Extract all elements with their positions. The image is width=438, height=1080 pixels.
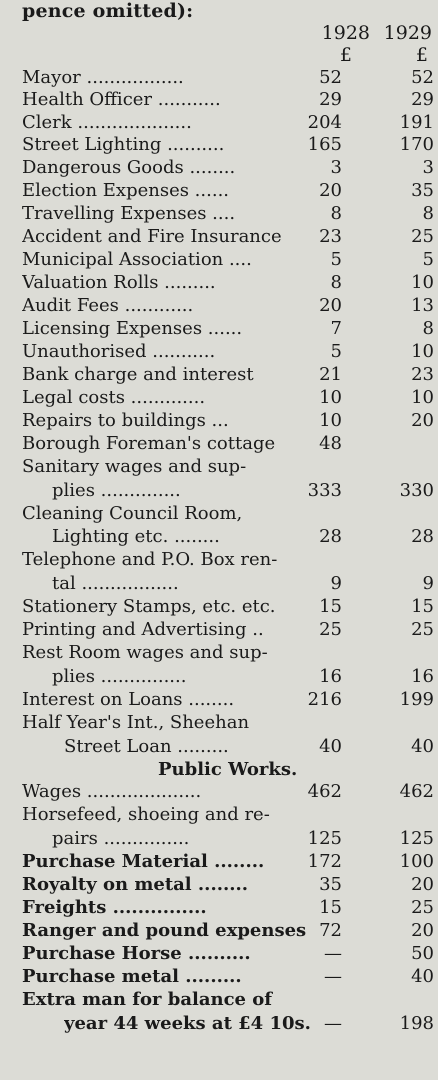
row-label: Interest on Loans ........	[22, 689, 235, 710]
row-label: Health Officer ...........	[22, 89, 221, 110]
value-1928: 125	[307, 828, 342, 849]
table-row	[0, 133, 438, 157]
table-row	[0, 179, 438, 203]
row-label: Purchase Material ........	[22, 851, 265, 872]
value-1928: 16	[319, 666, 342, 687]
value-1928: 52	[319, 67, 342, 88]
value-1929: 20	[411, 920, 434, 941]
value-1928: 216	[307, 689, 342, 710]
table-row	[0, 873, 438, 897]
table-row	[0, 156, 438, 180]
value-1928: 165	[307, 134, 342, 155]
row-label: Mayor .................	[22, 67, 184, 88]
table-row	[0, 225, 438, 249]
value-1929: 29	[411, 89, 434, 110]
row-label: Travelling Expenses ....	[22, 203, 236, 224]
value-1929: 40	[411, 966, 434, 987]
value-1928: 15	[319, 596, 342, 617]
table-row	[0, 294, 438, 318]
row-label: Horsefeed, shoeing and re-	[22, 804, 270, 825]
value-1928: 40	[319, 736, 342, 757]
table-row	[0, 942, 438, 966]
value-1928: 8	[330, 272, 342, 293]
value-1928: 204	[307, 112, 342, 133]
value-1929: 23	[411, 364, 434, 385]
value-1929: 5	[422, 249, 434, 270]
row-label: Extra man for balance of	[22, 989, 273, 1010]
value-1928: 23	[319, 226, 342, 247]
row-label: Stationery Stamps, etc. etc.	[22, 596, 276, 617]
value-1928: 48	[319, 433, 342, 454]
table-row	[0, 432, 438, 456]
value-1929: 330	[399, 480, 434, 501]
row-label: Wages ....................	[22, 781, 202, 802]
value-1928: 10	[319, 387, 342, 408]
value-1928: 28	[319, 526, 342, 547]
row-label: Legal costs .............	[22, 387, 206, 408]
value-1929: 28	[411, 526, 434, 547]
header-pound-1929: £	[415, 44, 428, 66]
header-pound-1928: £	[339, 44, 352, 66]
value-1929: 52	[411, 67, 434, 88]
row-label: Unauthorised ...........	[22, 341, 216, 362]
value-1929: 25	[411, 619, 434, 640]
value-1929: 198	[399, 1013, 434, 1034]
table-row	[0, 919, 438, 943]
row-label: Lighting etc. ........	[52, 526, 220, 547]
row-label: Royalty on metal ........	[22, 874, 249, 895]
row-label: pairs ...............	[52, 828, 190, 849]
table-row	[0, 735, 438, 759]
table-row	[0, 317, 438, 341]
row-label: Municipal Association ....	[22, 249, 252, 270]
value-1929: 15	[411, 596, 434, 617]
table-row	[0, 502, 438, 526]
row-label: Sanitary wages and sup-	[22, 456, 247, 477]
row-label: Valuation Rolls .........	[22, 272, 216, 293]
row-label: Printing and Advertising ..	[22, 619, 264, 640]
table-row	[0, 688, 438, 712]
value-1928: 172	[307, 851, 342, 872]
table-row	[0, 572, 438, 596]
value-1928: 10	[319, 410, 342, 431]
value-1928: —	[324, 966, 342, 987]
table-row	[0, 665, 438, 689]
value-1929: 8	[422, 203, 434, 224]
value-1928: 5	[330, 249, 342, 270]
value-1929: 199	[399, 689, 434, 710]
row-label: Dangerous Goods ........	[22, 157, 236, 178]
table-row	[0, 202, 438, 226]
value-1928: 35	[319, 874, 342, 895]
value-1928: 5	[330, 341, 342, 362]
table-row	[0, 896, 438, 920]
header-year-1928: 1928	[321, 22, 370, 44]
row-label: Borough Foreman's cottage	[22, 433, 276, 454]
row-label: tal .................	[52, 573, 179, 594]
value-1928: 462	[307, 781, 342, 802]
value-1928: 21	[319, 364, 342, 385]
row-label: Audit Fees ............	[22, 295, 194, 316]
row-label: Purchase metal .........	[22, 966, 242, 987]
table-row	[0, 66, 438, 90]
value-1929: 462	[399, 781, 434, 802]
row-label: Telephone and P.O. Box ren-	[22, 549, 278, 570]
table-row	[0, 641, 438, 665]
row-label: Purchase Horse ..........	[22, 943, 251, 964]
value-1928: 25	[319, 619, 342, 640]
table-row	[0, 711, 438, 735]
value-1929: 9	[422, 573, 434, 594]
row-label: Rest Room wages and sup-	[22, 642, 268, 663]
row-label: Cleaning Council Room,	[22, 503, 243, 524]
section-heading-public-works: Public Works.	[158, 759, 298, 780]
row-label: Licensing Expenses ......	[22, 318, 243, 339]
table-row	[0, 850, 438, 874]
value-1929: 25	[411, 226, 434, 247]
value-1928: —	[324, 943, 342, 964]
table-row	[0, 965, 438, 989]
value-1928: 72	[319, 920, 342, 941]
row-label: Election Expenses ......	[22, 180, 230, 201]
value-1929: 3	[422, 157, 434, 178]
table-row	[0, 88, 438, 112]
row-label: Ranger and pound expenses	[22, 920, 307, 941]
value-1929: 16	[411, 666, 434, 687]
value-1929: 25	[411, 897, 434, 918]
table-row	[0, 803, 438, 827]
value-1929: 100	[399, 851, 434, 872]
value-1928: 3	[330, 157, 342, 178]
table-row	[0, 111, 438, 135]
row-label: Repairs to buildings ...	[22, 410, 229, 431]
value-1928: 29	[319, 89, 342, 110]
table-row	[0, 827, 438, 851]
table-row	[0, 548, 438, 572]
value-1928: 20	[319, 180, 342, 201]
table-row	[0, 1012, 438, 1036]
row-label: Bank charge and interest	[22, 364, 254, 385]
value-1928: 7	[330, 318, 342, 339]
value-1929: 40	[411, 736, 434, 757]
header-year-1929: 1929	[383, 22, 432, 44]
value-1929: 10	[411, 272, 434, 293]
value-1929: 8	[422, 318, 434, 339]
row-label: year 44 weeks at £4 10s.	[64, 1013, 311, 1034]
value-1929: 20	[411, 874, 434, 895]
table-row	[0, 618, 438, 642]
row-label: Freights ...............	[22, 897, 207, 918]
table-row	[0, 595, 438, 619]
row-label: plies ..............	[52, 480, 181, 501]
value-1928: 8	[330, 203, 342, 224]
value-1928: 15	[319, 897, 342, 918]
value-1928: 9	[330, 573, 342, 594]
value-1929: 170	[399, 134, 434, 155]
table-row	[0, 271, 438, 295]
table-row	[0, 988, 438, 1012]
row-label: Half Year's Int., Sheehan	[22, 712, 250, 733]
value-1929: 20	[411, 410, 434, 431]
table-row	[0, 363, 438, 387]
table-row	[0, 248, 438, 272]
table-row	[0, 479, 438, 503]
table-row	[0, 409, 438, 433]
value-1929: 191	[399, 112, 434, 133]
value-1929: 50	[411, 943, 434, 964]
table-row	[0, 780, 438, 804]
value-1928: 20	[319, 295, 342, 316]
row-label: Street Loan .........	[64, 736, 229, 757]
row-label: Clerk ....................	[22, 112, 192, 133]
value-1929: 35	[411, 180, 434, 201]
row-label: plies ...............	[52, 666, 187, 687]
value-1928: 333	[307, 480, 342, 501]
row-label: Accident and Fire Insurance	[22, 226, 282, 247]
value-1929: 10	[411, 341, 434, 362]
value-1928: —	[324, 1013, 342, 1034]
value-1929: 125	[399, 828, 434, 849]
intro-text: pence omitted):	[22, 0, 194, 22]
table-row	[0, 525, 438, 549]
table-row	[0, 455, 438, 479]
table-row	[0, 340, 438, 364]
table-row	[0, 386, 438, 410]
row-label: Street Lighting ..........	[22, 134, 225, 155]
value-1929: 10	[411, 387, 434, 408]
value-1929: 13	[411, 295, 434, 316]
